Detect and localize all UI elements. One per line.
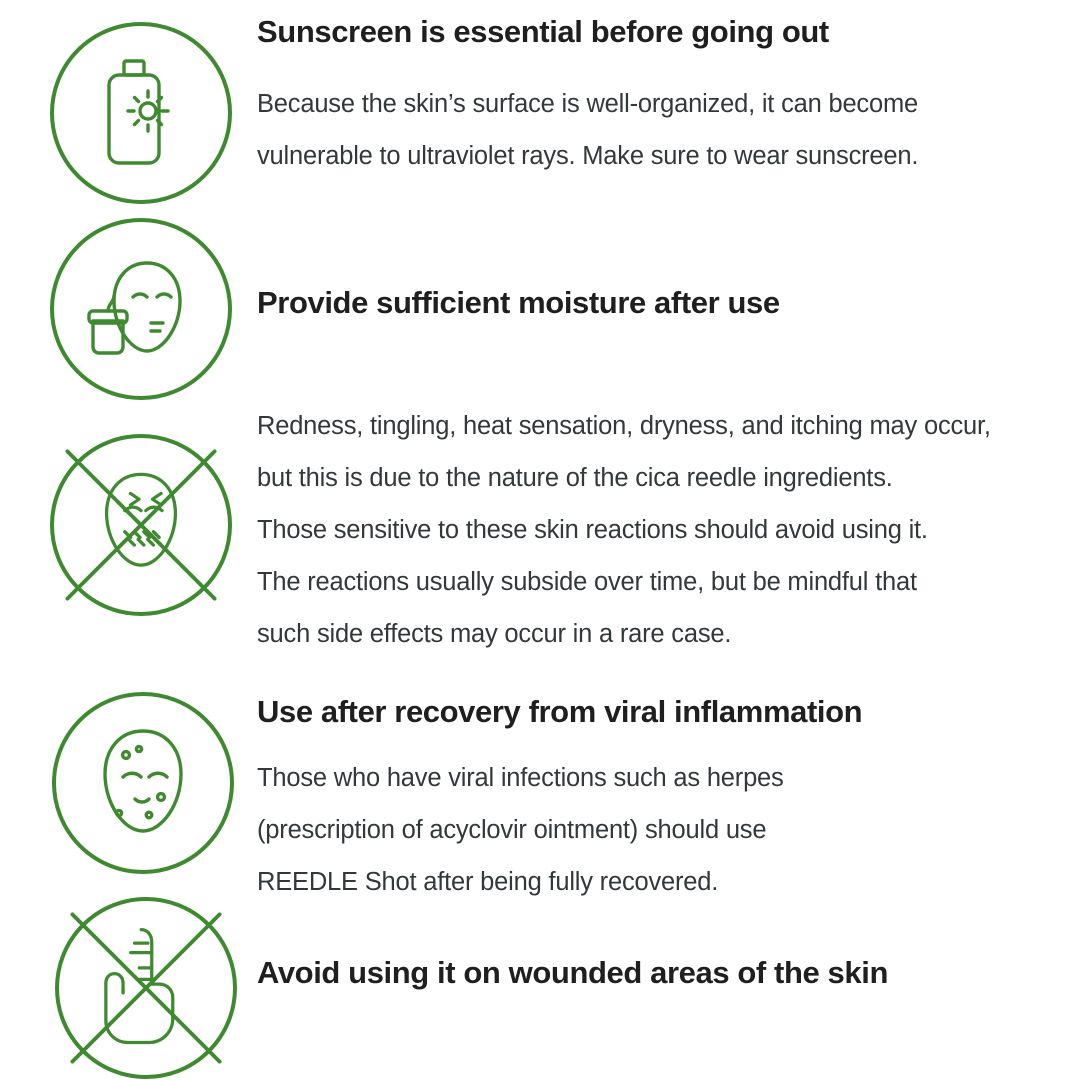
section-3-text (257, 400, 1077, 660)
section-2-heading: Provide sufficient moisture after use (257, 285, 780, 320)
face-blemish-icon (52, 692, 234, 874)
section-5-heading: Avoid using it on wounded areas of the skin (257, 955, 888, 990)
section-4-line-3: REEDLE Shot after being fully recovered. (257, 868, 719, 896)
section-3-line-4: The reactions usually subside over time, but be mindful that (257, 568, 917, 596)
section-1-icon-wrap (50, 22, 232, 204)
section-3-line-2: but this is due to the nature of the cica reedle ingredients. (257, 464, 893, 492)
section-5-icon-wrap (55, 897, 237, 1079)
section-4-heading: Use after recovery from viral inflammation (257, 694, 863, 729)
section-3-line-3: Those sensitive to these skin reactions should avoid using it. (257, 516, 928, 544)
face-moisturizer-icon (50, 218, 232, 400)
sunscreen-bottle-icon (50, 22, 232, 204)
section-1-line-2: vulnerable to ultraviolet rays. Make sure to wear sunscreen. (257, 142, 919, 170)
section-4-text (257, 694, 1067, 908)
section-2-text (257, 285, 1067, 321)
section-1-text (257, 14, 1067, 182)
no-wounded-skin-icon (55, 897, 237, 1079)
section-2-icon-wrap (50, 218, 232, 400)
section-3-icon-wrap (50, 434, 232, 616)
section-1-line-1: Because the skin’s surface is well-organized, it can become (257, 90, 918, 118)
section-3-line-1: Redness, tingling, heat sensation, dryness, and itching may occur, (257, 412, 991, 440)
section-1-heading: Sunscreen is essential before going out (257, 14, 829, 49)
section-4-line-2: (prescription of acyclovir ointment) should use (257, 816, 767, 844)
section-3-line-5: such side effects may occur in a rare case. (257, 620, 732, 648)
no-irritated-face-icon (50, 434, 232, 616)
section-4-icon-wrap (52, 692, 234, 874)
section-4-line-1: Those who have viral infections such as herpes (257, 764, 784, 792)
section-5-text (257, 955, 1067, 991)
